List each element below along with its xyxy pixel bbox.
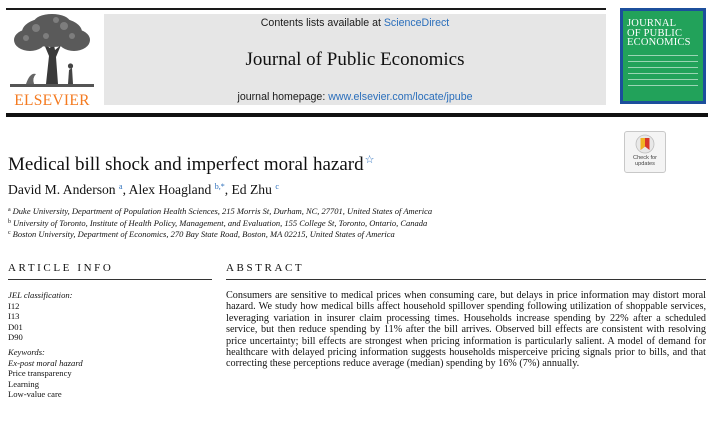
article-info-heading: ARTICLE INFO bbox=[8, 262, 114, 274]
abstract-text: Consumers are sensitive to medical prices when consuming care, but delays in price information may distort moral hazard. We study how medical bills affect household spillover spending following utilization of shoppable services, leveraging variation in insurer claim processing times. Households increase spending by 22% after a scheduled service, but then reduce spending by 11% after the bill arrives. Observed bill effects are consistent with resolving price uncertainty; bill effects are strongest when pricing information is particularly salient. A model of demand for healthcare with delayed pricing information suggests households misperceive pricing signals prior to bills, and that correcting these perceptions reduce average (median) spending by 16% (7%) annually. bbox=[226, 290, 706, 370]
article-info-panel bbox=[8, 290, 212, 400]
author-separator: , bbox=[224, 182, 232, 197]
journal-cover-title: JOURNAL OF PUBLIC ECONOMICS bbox=[627, 18, 691, 48]
elsevier-wordmark: ELSEVIER bbox=[14, 92, 90, 109]
affiliation-text: Boston University, Department of Economics, 270 Bay State Road, Boston, MA 02215, United States of America bbox=[12, 229, 395, 240]
affiliation-item bbox=[8, 228, 432, 240]
article-title-text: Medical bill shock and imperfect moral hazard bbox=[8, 154, 364, 175]
header-top-rule bbox=[6, 8, 606, 10]
check-for-updates-badge[interactable] bbox=[624, 131, 666, 173]
affiliation-marker: b bbox=[8, 218, 11, 225]
author-name[interactable]: David M. Anderson bbox=[8, 182, 116, 197]
affiliation-item bbox=[8, 217, 432, 229]
affiliation-text: University of Toronto, Institute of Health Policy, Management, and Evaluation, 155 College St, Toronto, Ontario, Canada bbox=[13, 217, 428, 228]
keyword[interactable]: Low-value care bbox=[8, 389, 62, 400]
affiliation-marker: a bbox=[8, 207, 11, 213]
keyword[interactable]: Learning bbox=[8, 378, 40, 389]
check-updates-icon bbox=[625, 132, 665, 156]
abstract-heading: ABSTRACT bbox=[226, 262, 305, 274]
homepage-prefix: journal homepage: bbox=[237, 91, 329, 103]
article-title bbox=[8, 153, 374, 176]
jel-code[interactable]: D90 bbox=[8, 332, 23, 343]
keywords-label: Keywords: bbox=[8, 346, 45, 357]
jel-code[interactable]: I12 bbox=[8, 300, 20, 311]
contents-availability-line bbox=[104, 17, 606, 29]
title-footnote-star[interactable]: ☆ bbox=[364, 154, 375, 166]
journal-banner bbox=[104, 14, 606, 105]
author-list bbox=[8, 182, 279, 198]
jel-code[interactable]: D01 bbox=[8, 321, 23, 332]
check-updates-label: Check for updates bbox=[633, 155, 657, 167]
elsevier-tree-logo bbox=[6, 12, 98, 92]
elsevier-logo[interactable] bbox=[6, 12, 98, 109]
author-name[interactable]: Ed Zhu bbox=[231, 182, 272, 197]
abstract-rule bbox=[226, 279, 706, 280]
journal-cover-thumbnail[interactable] bbox=[620, 8, 706, 104]
jel-classification-label: JEL classification: bbox=[8, 290, 73, 300]
journal-title[interactable]: Journal of Public Economics bbox=[245, 49, 465, 70]
author-affiliation-marker[interactable]: b,* bbox=[214, 182, 225, 191]
author-affiliation-marker[interactable]: a bbox=[119, 182, 123, 191]
affiliation-item bbox=[8, 205, 432, 217]
article-info-rule bbox=[8, 279, 212, 280]
affiliation-text: Duke University, Department of Population Health Sciences, 215 Morris St, Durham, NC, 27701, United States of America bbox=[12, 206, 433, 216]
sciencedirect-link[interactable]: ScienceDirect bbox=[383, 17, 450, 29]
author-name[interactable]: Alex Hoagland bbox=[128, 182, 212, 197]
journal-homepage-link[interactable]: www.elsevier.com/locate/jpube bbox=[328, 91, 473, 103]
affiliation-list bbox=[8, 205, 432, 240]
author-separator: , bbox=[122, 182, 129, 197]
keyword[interactable]: Ex-post moral hazard bbox=[8, 357, 83, 368]
keyword[interactable]: Price transparency bbox=[8, 368, 72, 379]
affiliation-marker: c bbox=[8, 230, 11, 237]
journal-homepage-line bbox=[104, 91, 606, 103]
contents-prefix: Contents lists available at bbox=[260, 17, 384, 29]
author-affiliation-marker[interactable]: c bbox=[275, 182, 279, 191]
header-bottom-rule bbox=[6, 113, 708, 117]
journal-cover-panel bbox=[623, 11, 703, 101]
jel-code[interactable]: I13 bbox=[8, 311, 20, 322]
journal-cover-lines bbox=[628, 55, 698, 91]
